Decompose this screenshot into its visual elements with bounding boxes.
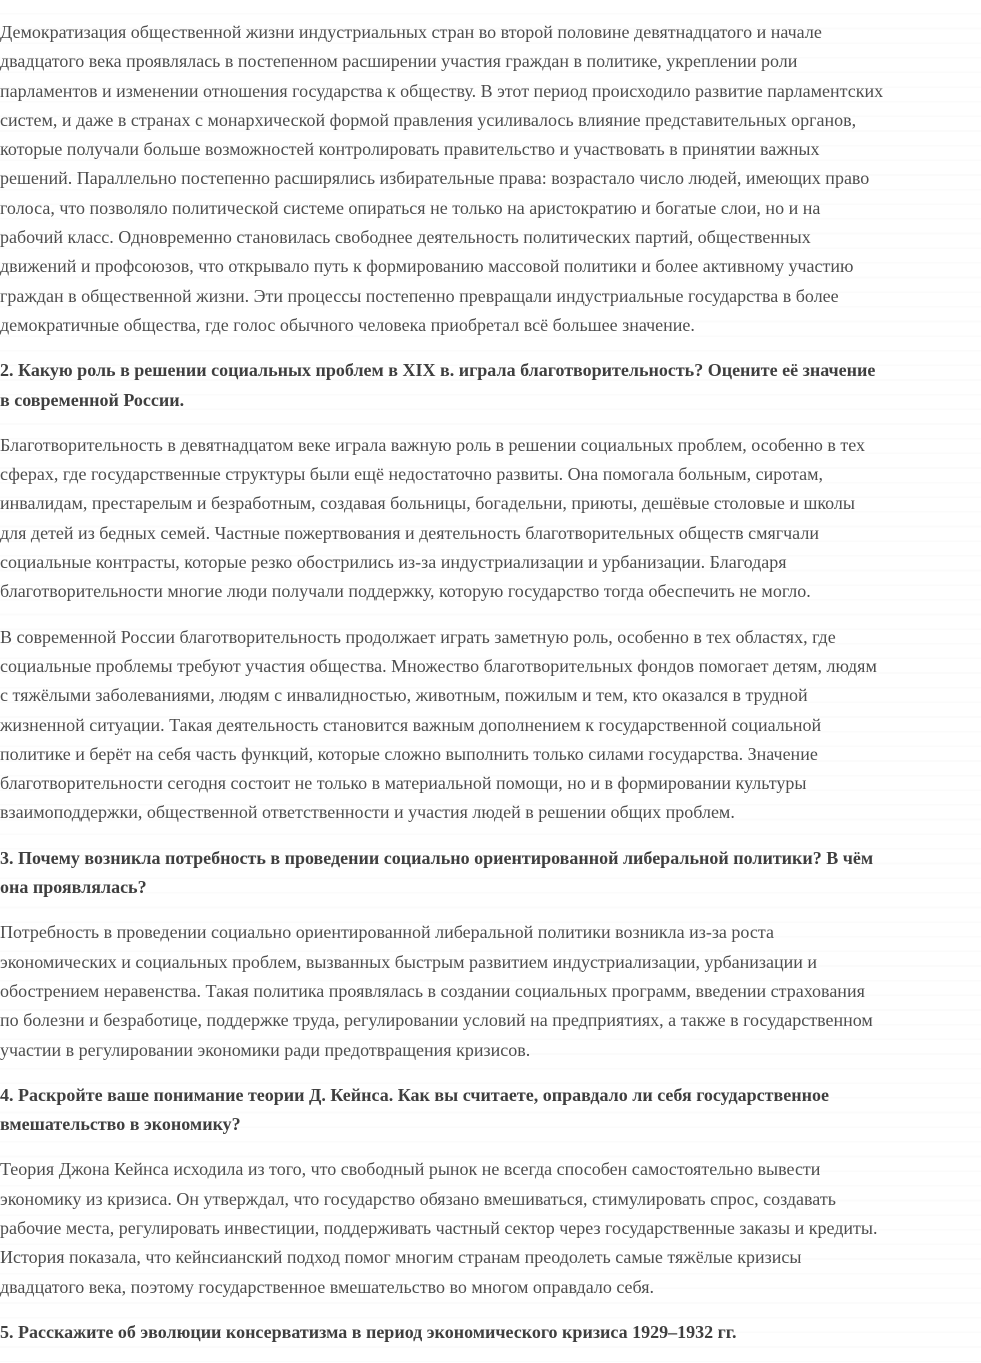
text-line: политике и берёт на себя часть функций, которые сложно выполнить только силами государства. Значение — [0, 743, 818, 764]
text-line: которые получали больше возможностей контролировать правительство и участвовать в принятии важных — [0, 139, 820, 160]
text-line: рабочий класс. Одновременно становилась свободнее деятельность политических партий, общественных — [0, 227, 811, 248]
answer-paragraph — [0, 918, 981, 1064]
text-line: демократичные общества, где голос обычного человека приобретал всё большее значение. — [0, 314, 695, 335]
text-line: систем, и даже в странах с монархической формой правления усиливалось влияние представительных органов, — [0, 109, 857, 130]
answer-paragraph — [0, 18, 981, 340]
text-line: социальные контрасты, которые резко обострились из-за индустриализации и урбанизации. Благодаря — [0, 552, 787, 573]
text-line: двадцатого века, поэтому государственное вмешательство во многом оправдало себя. — [0, 1276, 655, 1297]
text-line: с тяжёлыми заболеваниями, людям с инвалидностью, животным, пожилым и тем, кто оказался в трудной — [0, 685, 808, 706]
text-line: по болезни и безработице, поддержке труда, регулировании условий на предприятиях, а также в государственном — [0, 1010, 873, 1031]
text-line: двадцатого века проявлялась в постепенном расширении участия граждан в политике, укреплении роли — [0, 51, 798, 72]
text-line: для детей из бедных семей. Частные пожертвования и деятельность благотворительных обществ смягчали — [0, 522, 819, 543]
text-line: в современной России. — [0, 389, 185, 410]
text-line: Демократизация общественной жизни индустриальных стран во второй половине девятнадцатого и начале — [0, 22, 822, 42]
text-line: 5. Расскажите об эволюции консерватизма в период экономического кризиса 1929–1932 гг. — [0, 1321, 737, 1342]
text-line: экономику из кризиса. Он утверждал, что государство обязано вмешиваться, стимулировать спрос, создавать — [0, 1188, 836, 1209]
text-line: вмешательство в экономику? — [0, 1114, 241, 1135]
answer-paragraph — [0, 1155, 981, 1301]
text-line: История показала, что кейнсианский подход помог многим странам преодолеть самые тяжёлые кризисы — [0, 1247, 802, 1268]
text-line: она проявлялась? — [0, 877, 147, 898]
question-heading — [0, 1318, 981, 1347]
text-line: взаимоподдержки, общественной ответственности и участия людей в решении общих проблем. — [0, 802, 735, 823]
text-line: благотворительности многие люди получали поддержку, которую государство тогда обеспечить не могло. — [0, 581, 811, 602]
text-line: экономических и социальных проблем, вызванных быстрым развитием индустриализации, урбанизации и — [0, 951, 818, 972]
text-line: 4. Раскройте ваше понимание теории Д. Кейнса. Как вы считаете, оправдало ли себя государственное — [0, 1084, 829, 1105]
text-line: сферах, где государственные структуры были ещё недостаточно развиты. Она помогала больным, сиротам, — [0, 464, 824, 485]
text-line: благотворительности сегодня состоит не только в материальной помощи, но и в формировании культуры — [0, 773, 807, 794]
document-body — [0, 18, 981, 1363]
text-line: 3. Почему возникла потребность в проведении социально ориентированной либеральной политики? В чём — [0, 847, 874, 868]
text-line: жизненной ситуации. Такая деятельность становится важным дополнением к государственной социальной — [0, 714, 822, 735]
text-line: Теория Джона Кейнса исходила из того, что свободный рынок не всегда способен самостоятельно вывести — [0, 1159, 821, 1180]
text-line: граждан в общественной жизни. Эти процессы постепенно превращали индустриальные государства в более — [0, 285, 839, 306]
text-line: голоса, что позволяло политической системе опираться не только на аристократию и богатые слои, но и на — [0, 197, 821, 218]
question-heading — [0, 356, 981, 415]
question-heading — [0, 1081, 981, 1140]
text-line: рабочие места, регулировать инвестиции, поддерживать частный сектор через государственные заказы и кредиты. — [0, 1217, 878, 1238]
text-line: движений и профсоюзов, что открывало путь к формированию массовой политики и более активному участию — [0, 256, 854, 277]
text-line: решений. Параллельно постепенно расширялись избирательные права: возрастало число людей, имеющих право — [0, 168, 870, 189]
text-line: 2. Какую роль в решении социальных проблем в XIX в. играла благотворительность? Оцените её значение — [0, 360, 876, 381]
answer-paragraph — [0, 431, 981, 607]
question-heading — [0, 844, 981, 903]
text-line: участии в регулировании экономики ради предотвращения кризисов. — [0, 1039, 531, 1060]
text-line: парламентов и изменении отношения государства к обществу. В этот период происходило развитие парламентских — [0, 80, 884, 101]
text-line: социальные проблемы требуют участия общества. Множество благотворительных фондов помогает детям, людям — [0, 655, 877, 676]
text-line: инвалидам, престарелым и безработным, создавая больницы, богадельни, приюты, дешёвые столовые и школы — [0, 493, 855, 514]
text-line: Благотворительность в девятнадцатом веке играла важную роль в решении социальных проблем, особенно в тех — [0, 434, 866, 455]
text-line: обострением неравенства. Такая политика проявлялась в создании социальных программ, введении страхования — [0, 980, 865, 1001]
text-line: В современной России благотворительность продолжает играть заметную роль, особенно в тех областях, где — [0, 626, 836, 647]
answer-paragraph — [0, 623, 981, 828]
text-line: Потребность в проведении социально ориентированной либеральной политики возникла из-за роста — [0, 922, 774, 943]
